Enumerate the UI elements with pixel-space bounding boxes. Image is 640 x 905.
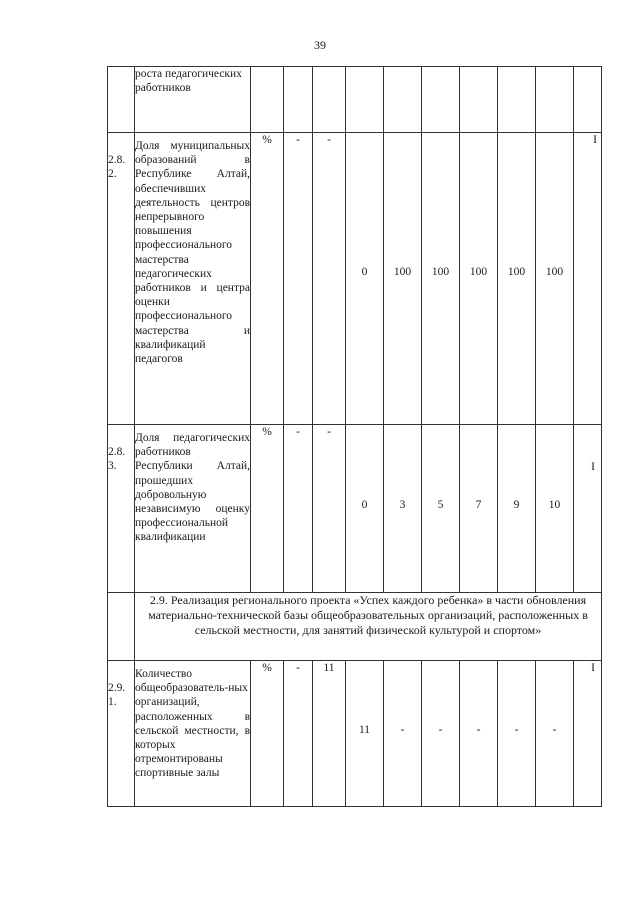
- year-value: [536, 67, 574, 133]
- table-row: [108, 67, 602, 133]
- year-value: -: [536, 661, 574, 807]
- unit-cell: [251, 67, 284, 133]
- year-value: 0: [346, 425, 384, 593]
- last-column-cell: I: [574, 425, 602, 593]
- row-number: 2.9. 1.: [108, 661, 135, 807]
- row-number: [108, 67, 135, 133]
- year-value: -: [498, 661, 536, 807]
- year-value: 100: [422, 133, 460, 425]
- page-number: 39: [314, 38, 326, 52]
- year-value: 100: [536, 133, 574, 425]
- last-column-cell: [574, 67, 602, 133]
- indicator-name: Доля муниципальных образований в Республике Алтай, обеспечивших деятельность центров непрерывного повышения профессионального мастерства педагогических работников и центра оценки профессионального мастерства и квалификаций педагогов: [135, 133, 251, 425]
- year-value: 10: [536, 425, 574, 593]
- year-value: 100: [384, 133, 422, 425]
- base-value-2: -: [313, 425, 346, 593]
- base-value-1: -: [284, 661, 313, 807]
- row-number: 2.8. 2.: [108, 133, 135, 425]
- table-row: [108, 133, 602, 425]
- year-value: 7: [460, 425, 498, 593]
- table-row: [108, 661, 602, 807]
- indicator-name: роста педагогических работников: [135, 67, 251, 133]
- year-value: 5: [422, 425, 460, 593]
- base-value-1: -: [284, 133, 313, 425]
- year-value: 0: [346, 133, 384, 425]
- unit-cell: %: [251, 133, 284, 425]
- base-value-1: [284, 67, 313, 133]
- unit-cell: %: [251, 425, 284, 593]
- indicator-name: Количество общеобразователь-ных организаций, расположенных в сельской местности, в которых отремонтированы спортивные залы: [135, 661, 251, 807]
- empty-number-cell: [108, 593, 135, 661]
- year-value: 3: [384, 425, 422, 593]
- base-value-2: 11: [313, 661, 346, 807]
- base-value-2: -: [313, 133, 346, 425]
- base-value-1: -: [284, 425, 313, 593]
- year-value: -: [460, 661, 498, 807]
- last-column-cell: I: [574, 133, 602, 425]
- last-column-cell: I: [574, 661, 602, 807]
- row-number: 2.8. 3.: [108, 425, 135, 593]
- section-heading: 2.9. Реализация регионального проекта «Успех каждого ребенка» в части обновления материально-технической базы общеобразовательных организаций, расположенных в сельской местности, для занятий физической культурой и спортом»: [135, 593, 602, 661]
- indicator-name: Доля педагогических работников Республики Алтай, прошедших добровольную независимую оценку профессиональной квалификации: [135, 425, 251, 593]
- year-value: [460, 67, 498, 133]
- base-value-2: [313, 67, 346, 133]
- indicators-table: [107, 66, 602, 807]
- table-row: [108, 593, 602, 661]
- year-value: 100: [460, 133, 498, 425]
- year-value: -: [384, 661, 422, 807]
- year-value: 9: [498, 425, 536, 593]
- year-value: 11: [346, 661, 384, 807]
- year-value: [498, 67, 536, 133]
- year-value: [422, 67, 460, 133]
- year-value: 100: [498, 133, 536, 425]
- table-row: [108, 425, 602, 593]
- unit-cell: %: [251, 661, 284, 807]
- year-value: -: [422, 661, 460, 807]
- year-value: [346, 67, 384, 133]
- year-value: [384, 67, 422, 133]
